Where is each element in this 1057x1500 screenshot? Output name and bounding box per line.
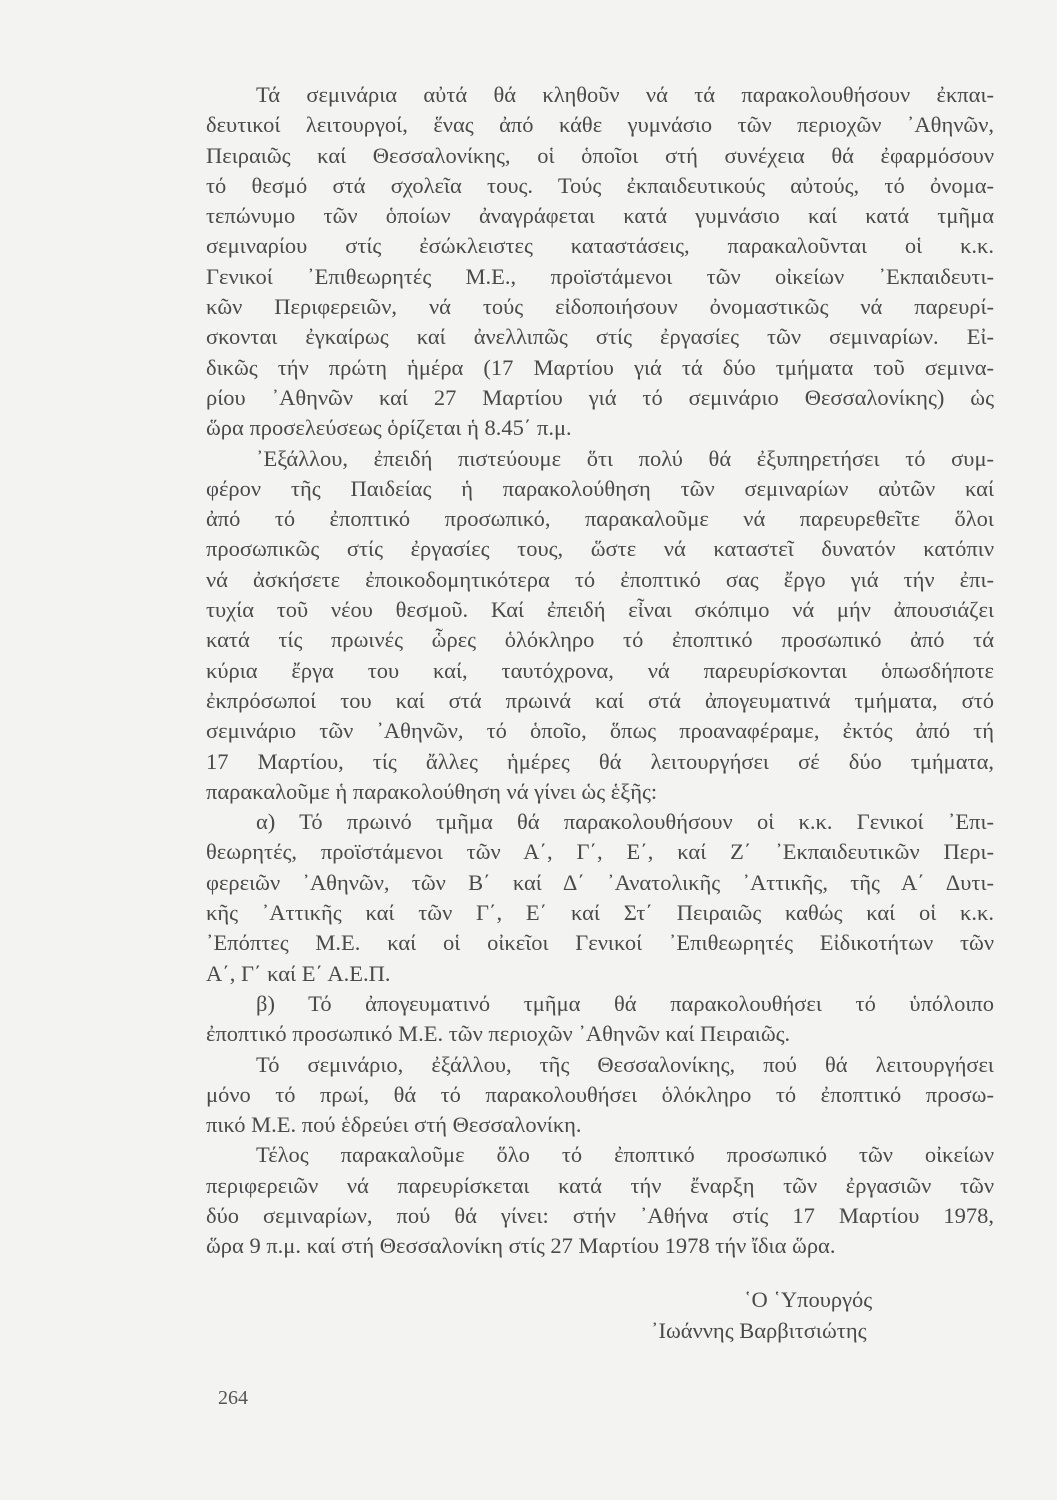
text-line: παρακαλοῦμε ἡ παρακολούθηση νά γίνει ὡς ἑξῆς: bbox=[206, 778, 658, 804]
text-line: ἐκπρόσωποί του καί στά πρωινά καί στά ἀπογευματινά τμήματα, στό bbox=[206, 687, 994, 713]
text-line: Τά σεμινάρια αὐτά θά κληθοῦν νά τά παρακολουθήσουν ἐκπαι- bbox=[256, 82, 994, 107]
text-line: δικῶς τήν πρώτη ἡμέρα (17 Μαρτίου γιά τά δύο τμήματα τοῦ σεμινα- bbox=[206, 354, 994, 380]
text-line: κατά τίς πρωινές ὧρες ὁλόκληρο τό ἐποπτικό προσωπικό ἀπό τά bbox=[206, 627, 994, 653]
text-line: β) Τό ἀπογευματινό τμῆμα θά παρακολουθήσει τό ὑπόλοιπο bbox=[256, 990, 994, 1016]
text-line: τυχία τοῦ νέου θεσμοῦ. Καί ἐπειδή εἶναι σκόπιμο νά μήν ἀπουσιάζει bbox=[206, 597, 994, 623]
text-line: ἐποπτικό προσωπικό Μ.Ε. τῶν περιοχῶν ᾿Αθηνῶν καί Πειραιῶς. bbox=[206, 1021, 791, 1047]
text-line: κῆς ᾿Αττικῆς καί τῶν Γ΄, Ε΄ καί Στ΄ Πειραιῶς καθώς καί οἱ κ.κ. bbox=[206, 900, 994, 926]
signature-title: ῾Ο ῾Υπουργός bbox=[744, 1287, 873, 1312]
text-line: κύρια ἔργα του καί, ταυτόχρονα, νά παρευρίσκονται ὁπωσδήποτε bbox=[206, 657, 994, 683]
text-line: ὥρα 9 π.μ. καί στή Θεσσαλονίκη στίς 27 Μαρτίου 1978 τήν ἴδια ὥρα. bbox=[206, 1233, 836, 1259]
text-line: ἀπό τό ἐποπτικό προσωπικό, παρακαλοῦμε νά παρευρεθεῖτε ὅλοι bbox=[206, 506, 994, 532]
text-line: Τέλος παρακαλοῦμε ὅλο τό ἐποπτικό προσωπικό τῶν οἰκείων bbox=[256, 1142, 994, 1168]
text-line: ρίου ᾿Αθηνῶν καί 27 Μαρτίου γιά τό σεμινάριο Θεσσαλονίκης) ὡς bbox=[206, 384, 994, 410]
text-line: ὥρα προσελεύσεως ὁρίζεται ἡ 8.45΄ π.μ. bbox=[206, 415, 572, 441]
text-line: φέρον τῆς Παιδείας ἡ παρακολούθηση τῶν σεμιναρίων αὐτῶν καί bbox=[206, 475, 994, 501]
text-line: ᾿Εξάλλου, ἐπειδή πιστεύουμε ὅτι πολύ θά ἐξυπηρετήσει τό συμ- bbox=[256, 445, 994, 471]
text-line: τεπώνυμο τῶν ὁποίων ἀναγράφεται κατά γυμνάσιο καί κατά τμῆμα bbox=[206, 203, 994, 229]
text-line: τό θεσμό στά σχολεῖα τους. Τούς ἐκπαιδευτικούς αὐτούς, τό ὀνομα- bbox=[206, 172, 994, 198]
text-line: μόνο τό πρωί, θά τό παρακολουθήσει ὁλόκληρο τό ἐποπτικό προσω- bbox=[206, 1081, 994, 1107]
text-line: Γενικοί ᾿Επιθεωρητές Μ.Ε., προϊστάμενοι τῶν οἰκείων ᾿Εκπαιδευτι- bbox=[206, 263, 994, 289]
text-line: κῶν Περιφερειῶν, νά τούς εἰδοποιήσουν ὀνομαστικῶς νά παρευρί- bbox=[206, 294, 994, 320]
text-line: σεμινάριο τῶν ᾿Αθηνῶν, τό ὁποῖο, ὅπως προαναφέραμε, ἐκτός ἀπό τή bbox=[206, 718, 994, 744]
text-line: πικό Μ.Ε. πού ἑδρεύει στή Θεσσαλονίκη. bbox=[206, 1112, 582, 1138]
text-line: νά ἀσκήσετε ἐποικοδομητικότερα τό ἐποπτικό σας ἔργο γιά τήν ἐπι- bbox=[206, 566, 994, 592]
text-line: περιφερειῶν νά παρευρίσκεται κατά τήν ἔναρξη τῶν ἐργασιῶν τῶν bbox=[206, 1172, 994, 1198]
text-line: δύο σεμιναρίων, πού θά γίνει: στήν ᾿Αθήνα στίς 17 Μαρτίου 1978, bbox=[206, 1202, 994, 1228]
text-line: σεμιναρίου στίς ἐσώκλειστες καταστάσεις, παρακαλοῦνται οἱ κ.κ. bbox=[206, 233, 994, 259]
text-line: θεωρητές, προϊστάμενοι τῶν Α΄, Γ΄, Ε΄, καί Ζ΄ ᾿Εκπαιδευτικῶν Περι- bbox=[206, 839, 994, 865]
text-line: προσωπικῶς στίς ἐργασίες τους, ὥστε νά καταστεῖ δυνατόν κατόπιν bbox=[206, 536, 994, 562]
text-line: Πειραιῶς καί Θεσσαλονίκης, οἱ ὁποῖοι στή συνέχεια θά ἐφαρμόσουν bbox=[206, 142, 994, 168]
text-line: ᾿Επόπτες Μ.Ε. καί οἱ οἰκεῖοι Γενικοί ᾿Επιθεωρητές Εἰδικοτήτων τῶν bbox=[206, 930, 994, 956]
text-line: δευτικοί λειτουργοί, ἕνας ἀπό κάθε γυμνάσιο τῶν περιοχῶν ᾿Αθηνῶν, bbox=[206, 112, 994, 138]
text-line: φερειῶν ᾿Αθηνῶν, τῶν Β΄ καί Δ΄ ᾿Ανατολικῆς ᾿Αττικῆς, τῆς Α΄ Δυτι- bbox=[206, 869, 994, 895]
text-line: σκονται ἐγκαίρως καί ἀνελλιπῶς στίς ἐργασίες τῶν σεμιναρίων. Εἰ- bbox=[206, 324, 994, 350]
body-text bbox=[206, 80, 994, 1262]
page-number: 264 bbox=[218, 1387, 248, 1409]
text-line: α) Τό πρωινό τμῆμα θά παρακολουθήσουν οἱ κ.κ. Γενικοί ᾿Επι- bbox=[256, 809, 994, 835]
text-line: 17 Μαρτίου, τίς ἄλλες ἡμέρες θά λειτουργήσει σέ δύο τμήματα, bbox=[206, 748, 994, 774]
signature-name: ᾿Ιωάννης Βαρβιτσιώτης bbox=[651, 1318, 867, 1343]
text-line: Τό σεμινάριο, ἐξάλλου, τῆς Θεσσαλονίκης, πού θά λειτουργήσει bbox=[256, 1051, 994, 1077]
text-line: Α΄, Γ΄ καί Ε΄ Α.Ε.Π. bbox=[206, 960, 391, 986]
